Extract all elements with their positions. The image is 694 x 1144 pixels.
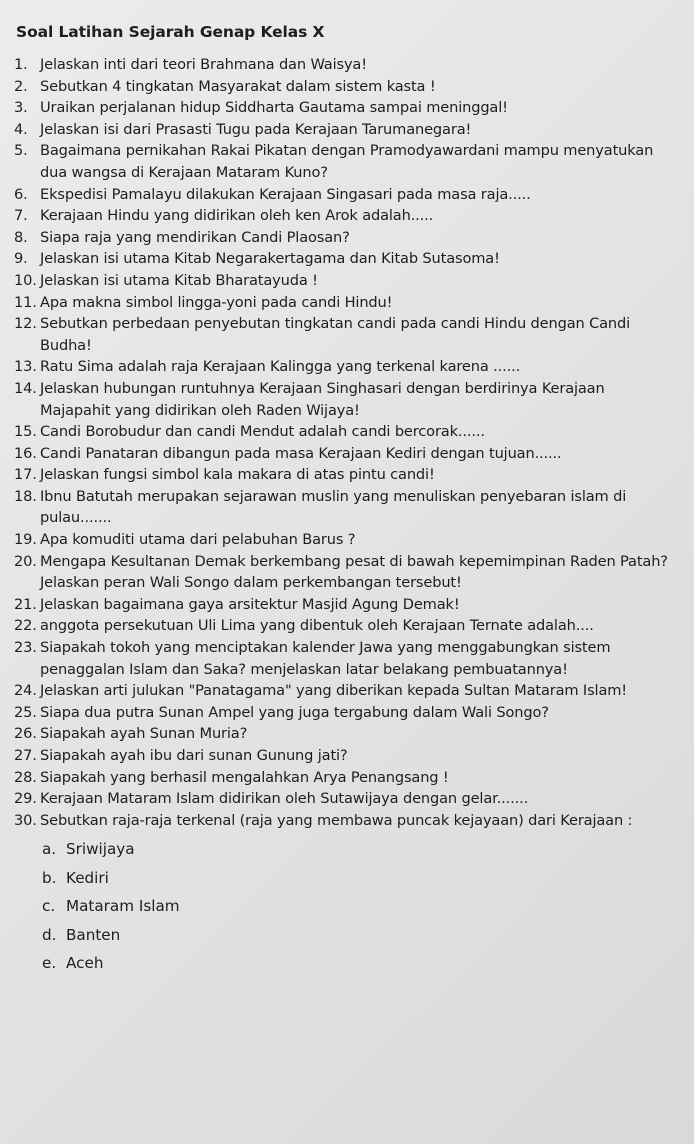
question-number: 3. [14, 99, 28, 117]
question-text: Jelaskan bagaimana gaya arsitektur Masjid Agung Demak! [40, 595, 460, 613]
question-item [14, 529, 680, 551]
question-number: 1. [14, 56, 28, 73]
question-number: 23. [14, 639, 37, 657]
question-text: anggota persekutuan Uli Lima yang dibentuk oleh Kerajaan Ternate adalah.... [40, 617, 594, 635]
question-item [14, 76, 680, 98]
option-item [42, 864, 680, 893]
question-text: Ibnu Batutah merupakan sejarawan muslin yang menuliskan penyebaran islam di pulau....... [40, 487, 627, 527]
question-number: 8. [14, 228, 28, 246]
option-item [42, 835, 680, 864]
option-text: Mataram Islam [66, 897, 180, 916]
question-number: 28. [14, 768, 37, 786]
question-text: Jelaskan inti dari teori Brahmana dan Waisya! [40, 56, 367, 73]
question-item [14, 810, 680, 832]
question-number: 7. [14, 207, 28, 225]
question-text: Siapakah tokoh yang menciptakan kalender Jawa yang menggabungkan sistem penaggalan Islam dan Saka? menjelaskan latar belakang pembuatannya! [40, 639, 611, 678]
question-item [14, 702, 680, 724]
question-number: 10. [14, 271, 37, 289]
question-item [14, 443, 680, 465]
option-item [42, 921, 680, 950]
question-item [14, 745, 680, 767]
question-item [14, 421, 680, 443]
question-text: Siapakah yang berhasil mengalahkan Arya Penangsang ! [40, 768, 449, 786]
question-item [14, 97, 680, 119]
question-number: 25. [14, 703, 37, 721]
question-text: Sebutkan perbedaan penyebutan tingkatan candi pada candi Hindu dengan Candi Budha! [40, 315, 631, 354]
option-text: Kediri [66, 868, 109, 887]
question-text: Mengapa Kesultanan Demak berkembang pesat di bawah kepemimpinan Raden Patah? Jelaskan peran Wali Songo dalam perkembangan tersebut! [40, 552, 668, 592]
question-text: Candi Panataran dibangun pada masa Kerajaan Kediri dengan tujuan...... [40, 444, 562, 462]
question-item [14, 184, 680, 206]
question-number: 21. [14, 595, 37, 613]
question-number: 5. [14, 142, 28, 160]
option-item [42, 949, 680, 978]
question-text: Apa komuditi utama dari pelabuhan Barus ? [40, 531, 356, 549]
option-letter: d. [42, 925, 57, 944]
question-item [14, 119, 680, 141]
question-text: Sebutkan 4 tingkatan Masyarakat dalam sistem kasta ! [40, 77, 436, 95]
question-text: Kerajaan Hindu yang didirikan oleh ken Arok adalah..... [40, 207, 434, 225]
question-text: Siapakah ayah Sunan Muria? [40, 725, 248, 743]
question-number: 22. [14, 617, 37, 635]
question-item [14, 205, 680, 227]
question-number: 2. [14, 77, 28, 95]
question-text: Ratu Sima adalah raja Kerajaan Kalingga yang terkenal karena ...... [40, 358, 521, 376]
question-number: 15. [14, 423, 37, 441]
question-number: 24. [14, 682, 37, 700]
question-number: 27. [14, 747, 37, 764]
question-item [14, 767, 680, 789]
question-text: Bagaimana pernikahan Rakai Pikatan dengan Pramodyawardani mampu menyatukan dua wangsa di Kerajaan Mataram Kuno? [40, 142, 654, 181]
question-number: 6. [14, 185, 28, 203]
question-text: Uraikan perjalanan hidup Siddharta Gautama sampai meninggal! [40, 99, 508, 117]
question-30-options [42, 835, 680, 978]
question-item [14, 788, 680, 810]
question-item [14, 594, 680, 616]
option-letter: e. [42, 954, 57, 973]
question-number: 26. [14, 725, 37, 743]
question-item [14, 227, 680, 249]
question-item [14, 637, 680, 680]
option-text: Banten [66, 925, 121, 944]
question-text: Candi Borobudur dan candi Mendut adalah candi bercorak...... [40, 423, 485, 441]
question-number: 14. [14, 379, 37, 397]
question-number: 9. [14, 250, 28, 268]
question-number: 16. [14, 444, 37, 462]
question-item [14, 356, 680, 378]
question-number: 30. [14, 811, 37, 829]
question-text: Apa makna simbol lingga-yoni pada candi Hindu! [40, 293, 393, 311]
question-item [14, 292, 680, 314]
question-number: 11. [14, 293, 37, 311]
question-item [14, 486, 680, 529]
option-text: Sriwijaya [66, 840, 135, 859]
question-text: Jelaskan isi utama Kitab Negarakertagama dan Kitab Sutasoma! [40, 250, 500, 268]
question-number: 18. [14, 487, 37, 505]
question-number: 29. [14, 790, 37, 808]
option-text: Aceh [66, 954, 104, 973]
page-title: Soal Latihan Sejarah Genap Kelas X [16, 23, 325, 41]
question-item [14, 378, 680, 421]
question-item [14, 270, 680, 292]
question-item [14, 464, 680, 486]
question-number: 4. [14, 120, 28, 138]
option-item [42, 892, 680, 921]
question-number: 12. [14, 315, 37, 333]
question-text: Jelaskan isi utama Kitab Bharatayuda ! [40, 271, 318, 289]
question-item [14, 248, 680, 270]
question-item [14, 723, 680, 745]
question-text: Kerajaan Mataram Islam didirikan oleh Sutawijaya dengan gelar....... [40, 790, 529, 808]
question-list [14, 54, 680, 831]
question-text: Siapa dua putra Sunan Ampel yang juga tergabung dalam Wali Songo? [40, 703, 549, 721]
option-letter: c. [42, 897, 56, 916]
option-letter: a. [42, 840, 57, 859]
question-item [14, 54, 680, 76]
question-item [14, 551, 680, 594]
question-text: Jelaskan arti julukan "Panatagama" yang diberikan kepada Sultan Mataram Islam! [40, 682, 627, 700]
question-item [14, 140, 680, 183]
question-item [14, 680, 680, 702]
question-number: 20. [14, 552, 37, 570]
question-number: 17. [14, 466, 37, 484]
question-text: Sebutkan raja-raja terkenal (raja yang membawa puncak kejayaan) dari Kerajaan : [40, 811, 633, 829]
question-item [14, 313, 680, 356]
question-text: Siapakah ayah ibu dari sunan Gunung jati? [40, 747, 348, 764]
question-text: Jelaskan hubungan runtuhnya Kerajaan Singhasari dengan berdirinya Kerajaan Majapahit yang didirikan oleh Raden Wijaya! [40, 379, 605, 419]
question-item [14, 615, 680, 637]
option-letter: b. [42, 868, 57, 887]
question-text: Jelaskan isi dari Prasasti Tugu pada Kerajaan Tarumanegara! [40, 120, 472, 138]
question-text: Ekspedisi Pamalayu dilakukan Kerajaan Singasari pada masa raja..... [40, 185, 531, 203]
question-text: Jelaskan fungsi simbol kala makara di atas pintu candi! [40, 466, 435, 484]
question-number: 19. [14, 531, 37, 549]
question-number: 13. [14, 358, 37, 376]
question-text: Siapa raja yang mendirikan Candi Plaosan? [40, 228, 350, 246]
